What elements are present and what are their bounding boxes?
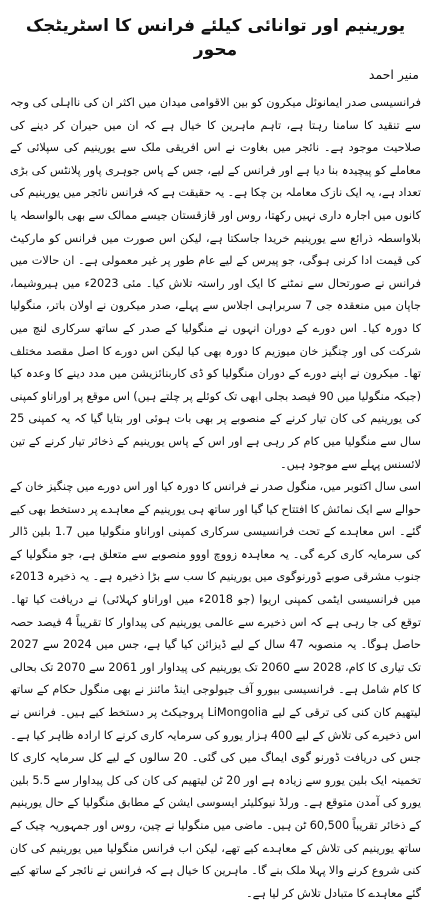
paragraph: فرانسیسی صدر ایمانوئل میکرون کو بین الاقوامی میدان میں اکثر ان کی نااہلی کی وجہ سے تنقید کا سامنا رہتا ہے، تاہم ماہرین کا خیال ہے کہ ان میں حیران کر دینے کی صلاحیت موجود ہے۔ نائجر میں بغاوت نے اس افریقی ملک سے یورینیم کی سپلائی کے معاملے کو پیچیدہ بنا دیا ہے اور فرانس کے لیے، جس کے پاس جوہری پاور پلانٹس کی بڑی تعداد ہے، یہ ایک نازک معاملہ بن چکا ہے۔ یہ حقیقت ہے کہ فرانس نائجر میں یورینیم کی کانوں میں اجارہ داری نہیں رکھتا، روس اور قازقستان جیسے ممالک سے بھی بالواسطہ یا بلاواسطہ ذرائع سے یورینیم خریدا جاسکتا ہے، لیکن اس صورت میں فرانس کو مارکیٹ کی قیمت ادا کرنی ہوگی، جو پیرس کے لیے عام طور پر غیر معمولی ہے۔ ان حالات میں فرانس نے صورتحال سے نمٹنے کا ایک اور راستہ تلاش کیا۔ مئی 2023ء میں ہیروشیما، جاپان میں منعقدہ جی 7 سربراہی اجلاس سے پہلے، صدر میکرون نے اولان باتر، منگولیا کا دورہ کیا۔ اس دورے کے دوران انہوں نے منگولیا کے صدر کے ساتھ سرکاری لنچ میں شرکت کی اور چنگیز خان میوزیم کا دورہ بھی کیا لیکن اس دورے کا اصل مقصد مختلف تھا۔ میکرون نے اپنے دورے کے دوران منگولیا کو ڈی کاربنائزیشن میں مدد دینے کا وعدہ کیا (جبکہ منگولیا میں 90 فیصد بجلی ابھی تک کوئلے پر چلتے ہیں) اس موقع پر اوراناو کمپنی کی یورینیم کی کان تیار کرنے کے منصوبے پر بھی بات ہوئی اور بتایا گیا کہ یہ کمپنی 25 سال سے منگولیا میں کام کر رہی ہے اور اس کے پاس یورینیم کے ذخائر تیار کرنے کے تین لائسنس پہلے سے موجود ہیں۔ [10,96,422,471]
paragraph: اسی سال اکتوبر میں، منگول صدر نے فرانس کا دورہ کیا اور اس دورے میں چنگیز خان کے حوالے سے ایک نمائش کا افتتاح کیا گیا اور ساتھ ہی یورینیم کے معاہدے پر دستخط بھی کیے گئے۔ اس معاہدے کے تحت فرانسیسی سرکاری کمپنی اوراناو منگولیا میں 1.7 بلین ڈالر کی سرمایہ کاری کرے گی۔ یہ معاہدہ زووچ اووو منصوبے سے متعلق ہے، جو منگولیا کے جنوب مشرقی صوبے ڈورنوگوی میں یورینیم کا سب سے بڑا ذخیرہ ہے۔ یہ ذخیرہ 2013ء میں فرانسیسی ایٹمی کمپنی اریوا (جو 2018ء میں اوراناو کہلائی) نے دریافت کیا تھا۔ توقع کی جا رہی ہے کہ اس ذخیرے سے عالمی یورینیم کی پیداوار کا تقریباً 4 فیصد حصہ حاصل ہوگا۔ یہ منصوبہ 47 سال کے لیے ڈیزائن کیا گیا ہے، جس میں 2024 سے 2027 تک تیاری کا کام، 2028 سے 2060 تک یورینیم کی پیداوار اور 2061 سے 2070 تک بحالی کا کام شامل ہے۔ فرانسیسی بیورو آف جیولوجی اینڈ مائنز نے بھی منگول حکام کے ساتھ لیتھیم کان کنی کی ترقی کے لیے LiMongolia پروجیکٹ پر دستخط کیے ہیں۔ فرانس نے اس ذخیرے کی تلاش کے لیے 400 ہزار یورو کی سرمایہ کاری کرنے کا ارادہ ظاہر کیا ہے۔ جس کی دریافت ڈورنو گوی ایماگ میں کی گئی۔ 20 سالوں کے لیے کل سرمایہ کاری کا تخمینہ ایک بلین یورو سے زیادہ ہے اور 20 ٹن لیتھیم کی کان کی کل پیداوار سے 5.5 بلین یورو کی آمدن متوقع ہے۔ ورلڈ نیوکلیئر ایسوسی ایشن کے مطابق منگولیا کے حال یورینیم کے ذخائر تقریباً 60,500 ٹن ہیں۔ ماضی میں منگولیا نے چین، روس اور جمہوریہ چیک کے ساتھ یورینیم کی تلاش کے معاہدے کیے تھے، لیکن اب فرانس منگولیا میں یورینیم کی کان کنی شروع کرنے والا پہلا ملک بنے گا۔ ماہرین کا خیال ہے کہ فرانس نے نائجر کے ساتھ کیے گئے معاہدے کا متبادل تلاش کر لیا ہے۔ [10,480,422,900]
article-title: یورینیم اور توانائی کیلئے فرانس کا اسٹریٹجک محور [25,16,406,60]
article-body [10,92,421,905]
author-name: منیر احمد [368,67,419,82]
